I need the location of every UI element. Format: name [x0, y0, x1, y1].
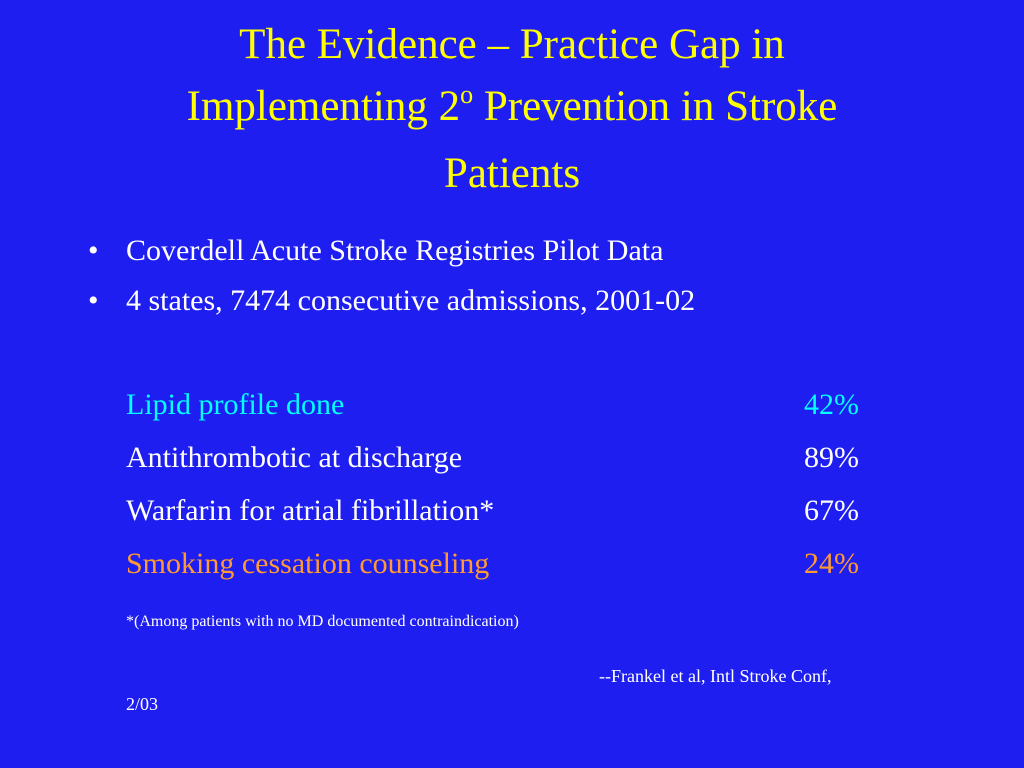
slide-title: [60, 14, 964, 205]
stat-value: 67%: [804, 494, 859, 527]
bullet-text: 4 states, 7474 consecutive admissions, 2001-02: [126, 284, 696, 317]
bullet-icon: •: [88, 234, 99, 267]
stat-row-antithrombotic: [126, 433, 886, 483]
title-line-2-start: Implementing 2: [186, 83, 461, 130]
title-line-2-end: Prevention in Stroke: [473, 83, 838, 130]
title-line-2: [60, 76, 964, 143]
stat-label: Warfarin for atrial fibrillation*: [126, 494, 495, 527]
stat-label: Lipid profile done: [126, 388, 345, 421]
bullet-text: Coverdell Acute Stroke Registries Pilot Data: [126, 234, 664, 267]
stat-label: Antithrombotic at discharge: [126, 441, 463, 474]
stat-value: 89%: [804, 441, 859, 474]
bullet-icon: •: [88, 284, 99, 317]
stat-row-warfarin: [126, 486, 886, 536]
title-superscript: o: [460, 80, 474, 109]
stat-row-smoking: [126, 539, 886, 589]
footnote: *(Among patients with no MD documented contraindication): [126, 613, 519, 630]
stat-value: 24%: [804, 547, 859, 580]
bullet-item: [88, 276, 695, 326]
stat-value: 42%: [804, 388, 859, 421]
citation-line-2: 2/03: [126, 694, 159, 714]
bullet-item: [88, 226, 695, 276]
title-line-1: The Evidence – Practice Gap in: [239, 21, 785, 68]
stat-row-lipid: [126, 380, 886, 430]
citation-line-1: --Frankel et al, Intl Stroke Conf,: [599, 666, 832, 686]
title-line-3: Patients: [443, 150, 581, 197]
stat-label: Smoking cessation counseling: [126, 547, 490, 580]
bullet-list: [88, 226, 695, 326]
